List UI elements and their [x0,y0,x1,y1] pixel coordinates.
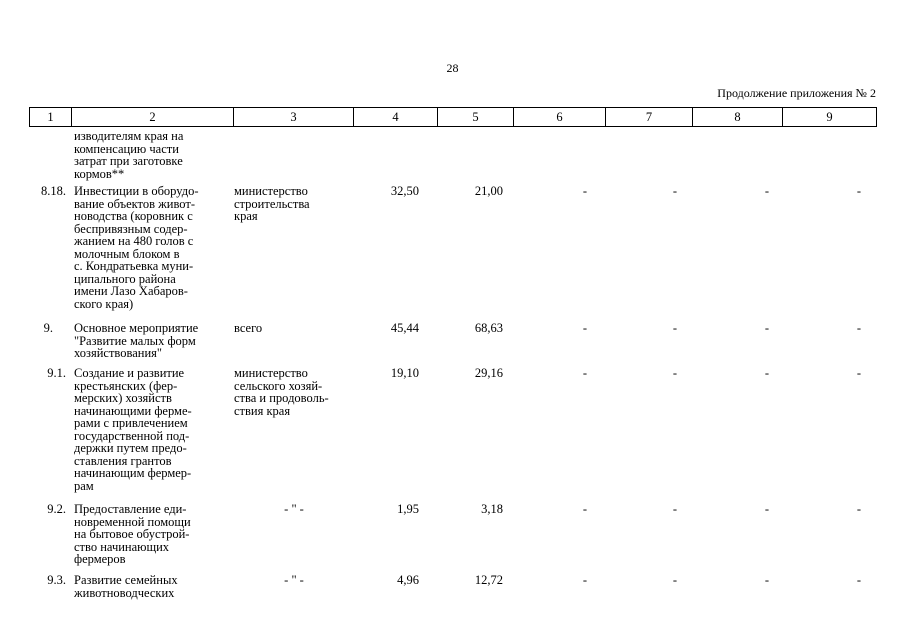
row-responsible: всего [234,321,263,335]
page-number: 28 [446,61,459,75]
row-responsible: - " - [284,502,304,516]
row-col5-value: 68,63 [474,321,503,335]
row-name: Инвестиции в оборудо- вание объектов живот- новодства (коровник с беспривязным содер- жанием на 480 голов с молочным блоком в с. Кондратьевка муни- ципального района имени Лазо Хабаров- ского края) [74,184,199,311]
row-col6-value: - [582,573,587,587]
row-col9-value: - [856,184,861,198]
row-number: 9. [43,321,53,335]
row-col7-value: - [672,184,677,198]
row-responsible: министерство строительства края [234,184,310,223]
header-col-9: 9 [783,108,877,127]
row-col6-value: - [582,184,587,198]
row-col4-value: 19,10 [390,366,419,380]
row-col8-value: - [764,573,769,587]
row-col6-value: - [582,321,587,335]
header-col-6: 6 [514,108,606,127]
row-col5-value: 3,18 [481,502,503,516]
row-name: Предоставление еди- новременной помощи на бытовое обустрой- ство начинающих фермеров [74,502,191,566]
row-col8-value: - [764,321,769,335]
row-col9-value: - [856,321,861,335]
appendix-caption: Продолжение приложения № 2 [717,86,876,100]
row-col9-value: - [856,366,861,380]
header-col-4: 4 [354,108,438,127]
header-col-7: 7 [606,108,693,127]
row-name: Основное мероприятие "Развитие малых форм хозяйствования" [74,321,199,360]
row-col7-value: - [672,573,677,587]
row-col6-value: - [582,366,587,380]
row-col8-value: - [764,502,769,516]
row-col8-value: - [764,366,769,380]
row-name: Создание и развитие крестьянских (фер- мерских) хозяйств начинающими ферме- рами с привлечением государственной под- держки путем предо- ставления грантов начинающим фермер- рам [74,366,192,493]
row-col9-value: - [856,502,861,516]
header-col-8: 8 [693,108,783,127]
header-col-2: 2 [72,108,234,127]
row-col5-value: 29,16 [474,366,503,380]
header-col-1: 1 [30,108,72,127]
row-responsible: министерство сельского хозяй- ства и продоволь- ствия края [234,366,329,418]
row-col4-value: 1,95 [397,502,419,516]
header-col-5: 5 [438,108,514,127]
row-col5-value: 12,72 [474,573,503,587]
row-col8-value: - [764,184,769,198]
column-number-header [29,107,877,127]
row-col4-value: 32,50 [390,184,419,198]
row-number: 9.3. [47,573,66,587]
row-number: 8.18. [41,184,66,198]
row-col5-value: 21,00 [474,184,503,198]
row-col7-value: - [672,502,677,516]
row-col4-value: 4,96 [397,573,419,587]
row-name: изводителям края на компенсацию части затрат при заготовке кормов** [74,129,184,181]
row-responsible: - " - [284,573,304,587]
header-col-3: 3 [234,108,354,127]
row-col6-value: - [582,502,587,516]
row-col4-value: 45,44 [390,321,419,335]
row-col7-value: - [672,321,677,335]
row-number: 9.2. [47,502,66,516]
row-name: Развитие семейных животноводческих [74,573,178,600]
row-col7-value: - [672,366,677,380]
row-number: 9.1. [47,366,66,380]
row-col9-value: - [856,573,861,587]
